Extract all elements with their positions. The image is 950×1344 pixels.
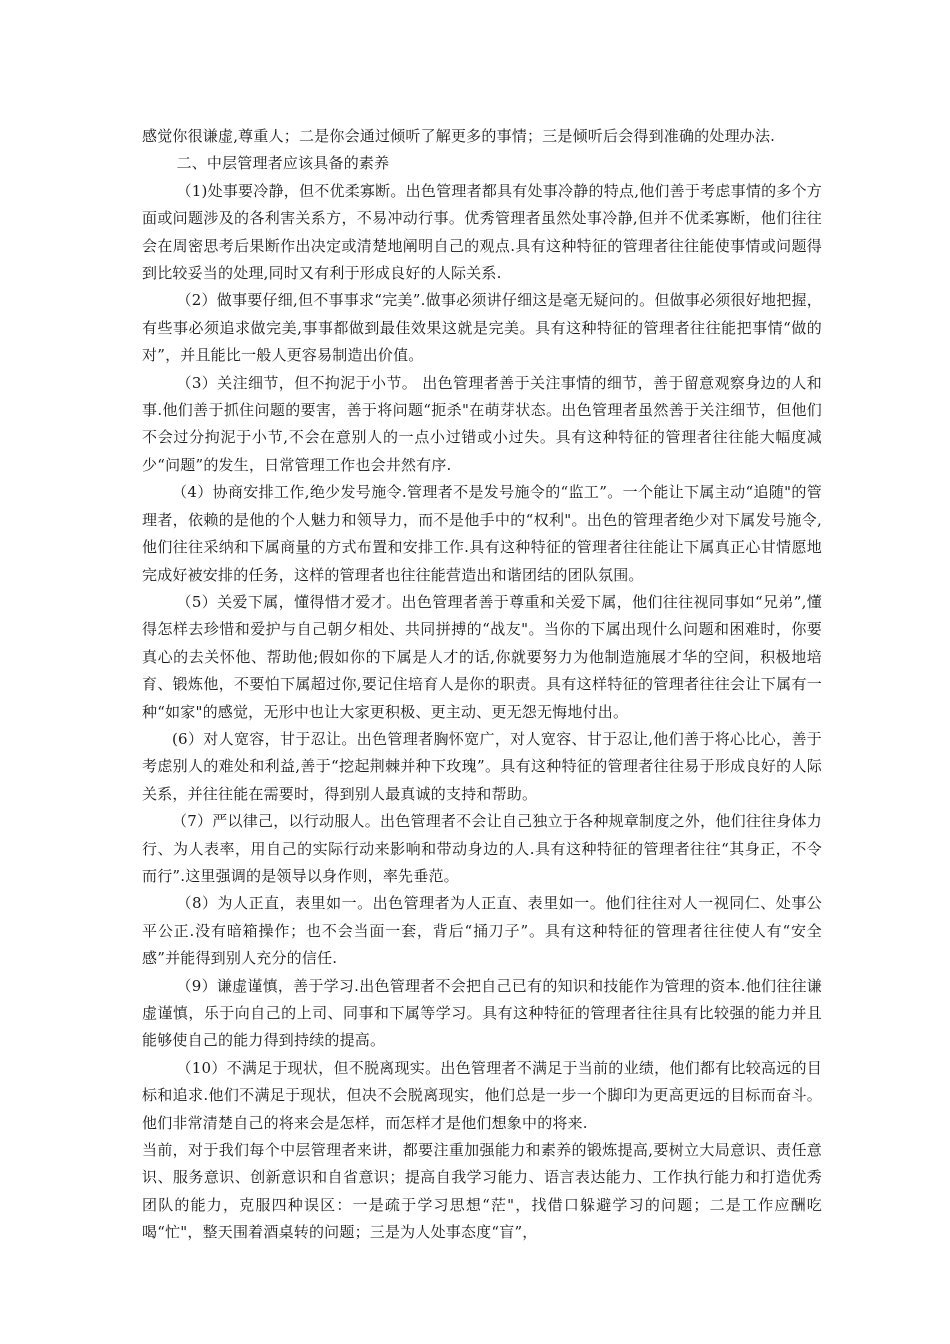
paragraph-item-2: （2）做事要仔细,但不事事求“完美”.做事必须讲仔细这是毫无疑问的。但做事必须很好地把握，有些事必须追求做完美,事事都做到最佳效果这就是完美。具有这种特征的管理者往往能把事情“做的对”，并且能比一般人更容易制造出价值。 (142, 291, 822, 365)
paragraph-item-3: （3）关注细节，但不拘泥于小节。 出色管理者善于关注事情的细节，善于留意观察身边的人和事.他们善于抓住问题的要害，善于将问题“扼杀"在萌芽状态。出色管理者虽然善于关注细节，但他们不会过分拘泥于小节,不会在意别人的一点小过错或小过失。具有这种特征的管理者往往能大幅度减少“问题”的发生，日常管理工作也会井然有序. (142, 373, 822, 474)
paragraph-item-10: （10）不满足于现状，但不脱离现实。出色管理者不满足于当前的业绩，他们都有比较高远的目标和追求.他们不满足于现状，但决不会脱离现实，他们总是一步一个脚印为更高更远的目标而奋斗。他们非常清楚自己的将来会是怎样，而怎样才是他们想象中的将来. (142, 1058, 822, 1132)
paragraph-conclusion: 当前，对于我们每个中层管理者来讲，都要注重加强能力和素养的锻炼提高,要树立大局意识、责任意识、服务意识、创新意识和自省意识；提高自我学习能力、语言表达能力、工作执行能力和打造优秀团队的能力，克服四种误区：一是疏于学习思想“茫"，找借口躲避学习的问题；二是工作应酬吃喝“忙"，整天围着酒桌转的问题；三是为人处事态度“盲”， (142, 1141, 822, 1242)
document-body (142, 123, 822, 1247)
paragraph-item-4: （4）协商安排工作,绝少发号施令.管理者不是发号施令的“监工”。一个能让下属主动“追随"的管理者，依赖的是他的个人魅力和领导力，而不是他手中的“权利"。出色的管理者绝少对下属发号施令,他们往往采纳和下属商量的方式布置和安排工作.具有这种特征的管理者往往能让下属真正心甘情愿地完成好被安排的任务，这样的管理者也往往能营造出和谐团结的团队氛围。 (142, 483, 822, 584)
paragraph-item-1: （1)处事要冷静，但不优柔寡断。出色管理者都具有处事冷静的特点,他们善于考虑事情的多个方面或问题涉及的各利害关系方，不易冲动行事。优秀管理者虽然处事冷静,但并不优柔寡断，他们往往会在周密思考后果断作出决定或清楚地阐明自己的观点.具有这种特征的管理者往往能使事情或问题得到比较妥当的处理,同时又有利于形成良好的人际关系. (142, 181, 822, 283)
paragraph-item-6: (6）对人宽容，甘于忍让。出色管理者胸怀宽广，对人宽容、甘于忍让,他们善于将心比心，善于考虑别人的难处和利益,善于“挖起荆棘并种下玫瑰”。具有这种特征的管理者往往易于形成良好的人际关系，并往往能在需要时，得到别人最真诚的支持和帮助。 (142, 729, 822, 803)
paragraph-item-5: （5）关爱下属，懂得惜才爱才。出色管理者善于尊重和关爱下属，他们往往视同事如“兄弟”,懂得怎样去珍惜和爱护与自己朝夕相处、共同拼搏的“战友"。当你的下属出现什么问题和困难时，你要真心的去关怀他、帮助他;假如你的下属是人才的话,你就要努力为他制造施展才华的空间，积极地培育、锻炼他，不要怕下属超过你,要记住培育人是你的职责。具有这样特征的管理者往往会让下属有一种“如家"的感觉，无形中也让大家更积极、更主动、更无怨无悔地付出。 (142, 592, 822, 721)
section-heading: 二、中层管理者应该具备的素养 (176, 154, 390, 173)
paragraph-item-9: （9）谦虚谨慎，善于学习.出色管理者不会把自己已有的知识和技能作为管理的资本.他们往往谦虚谨慎，乐于向自己的上司、同事和下属等学习。具有这种特征的管理者往往具有比较强的能力并且能够使自己的能力得到持续的提高。 (142, 976, 822, 1050)
paragraph-intro-continuation: 感觉你很谦虚,尊重人；二是你会通过倾听了解更多的事情；三是倾听后会得到准确的处理办法. (142, 127, 776, 145)
paragraph-item-8: （8）为人正直，表里如一。出色管理者为人正直、表里如一。他们往往对人一视同仁、处事公平公正.没有暗箱操作；也不会当面一套，背后“捅刀子”。具有这种特征的管理者往往使人有“安全感”并能得到别人充分的信任. (142, 894, 822, 968)
paragraph-item-7: （7）严以律己，以行动服人。出色管理者不会让自己独立于各种规章制度之外，他们往往身体力行、为人表率，用自己的实际行动来影响和带动身边的人.具有这种特征的管理者往往“其身正，不令而行”.这里强调的是领导以身作则，率先垂范。 (142, 812, 822, 885)
